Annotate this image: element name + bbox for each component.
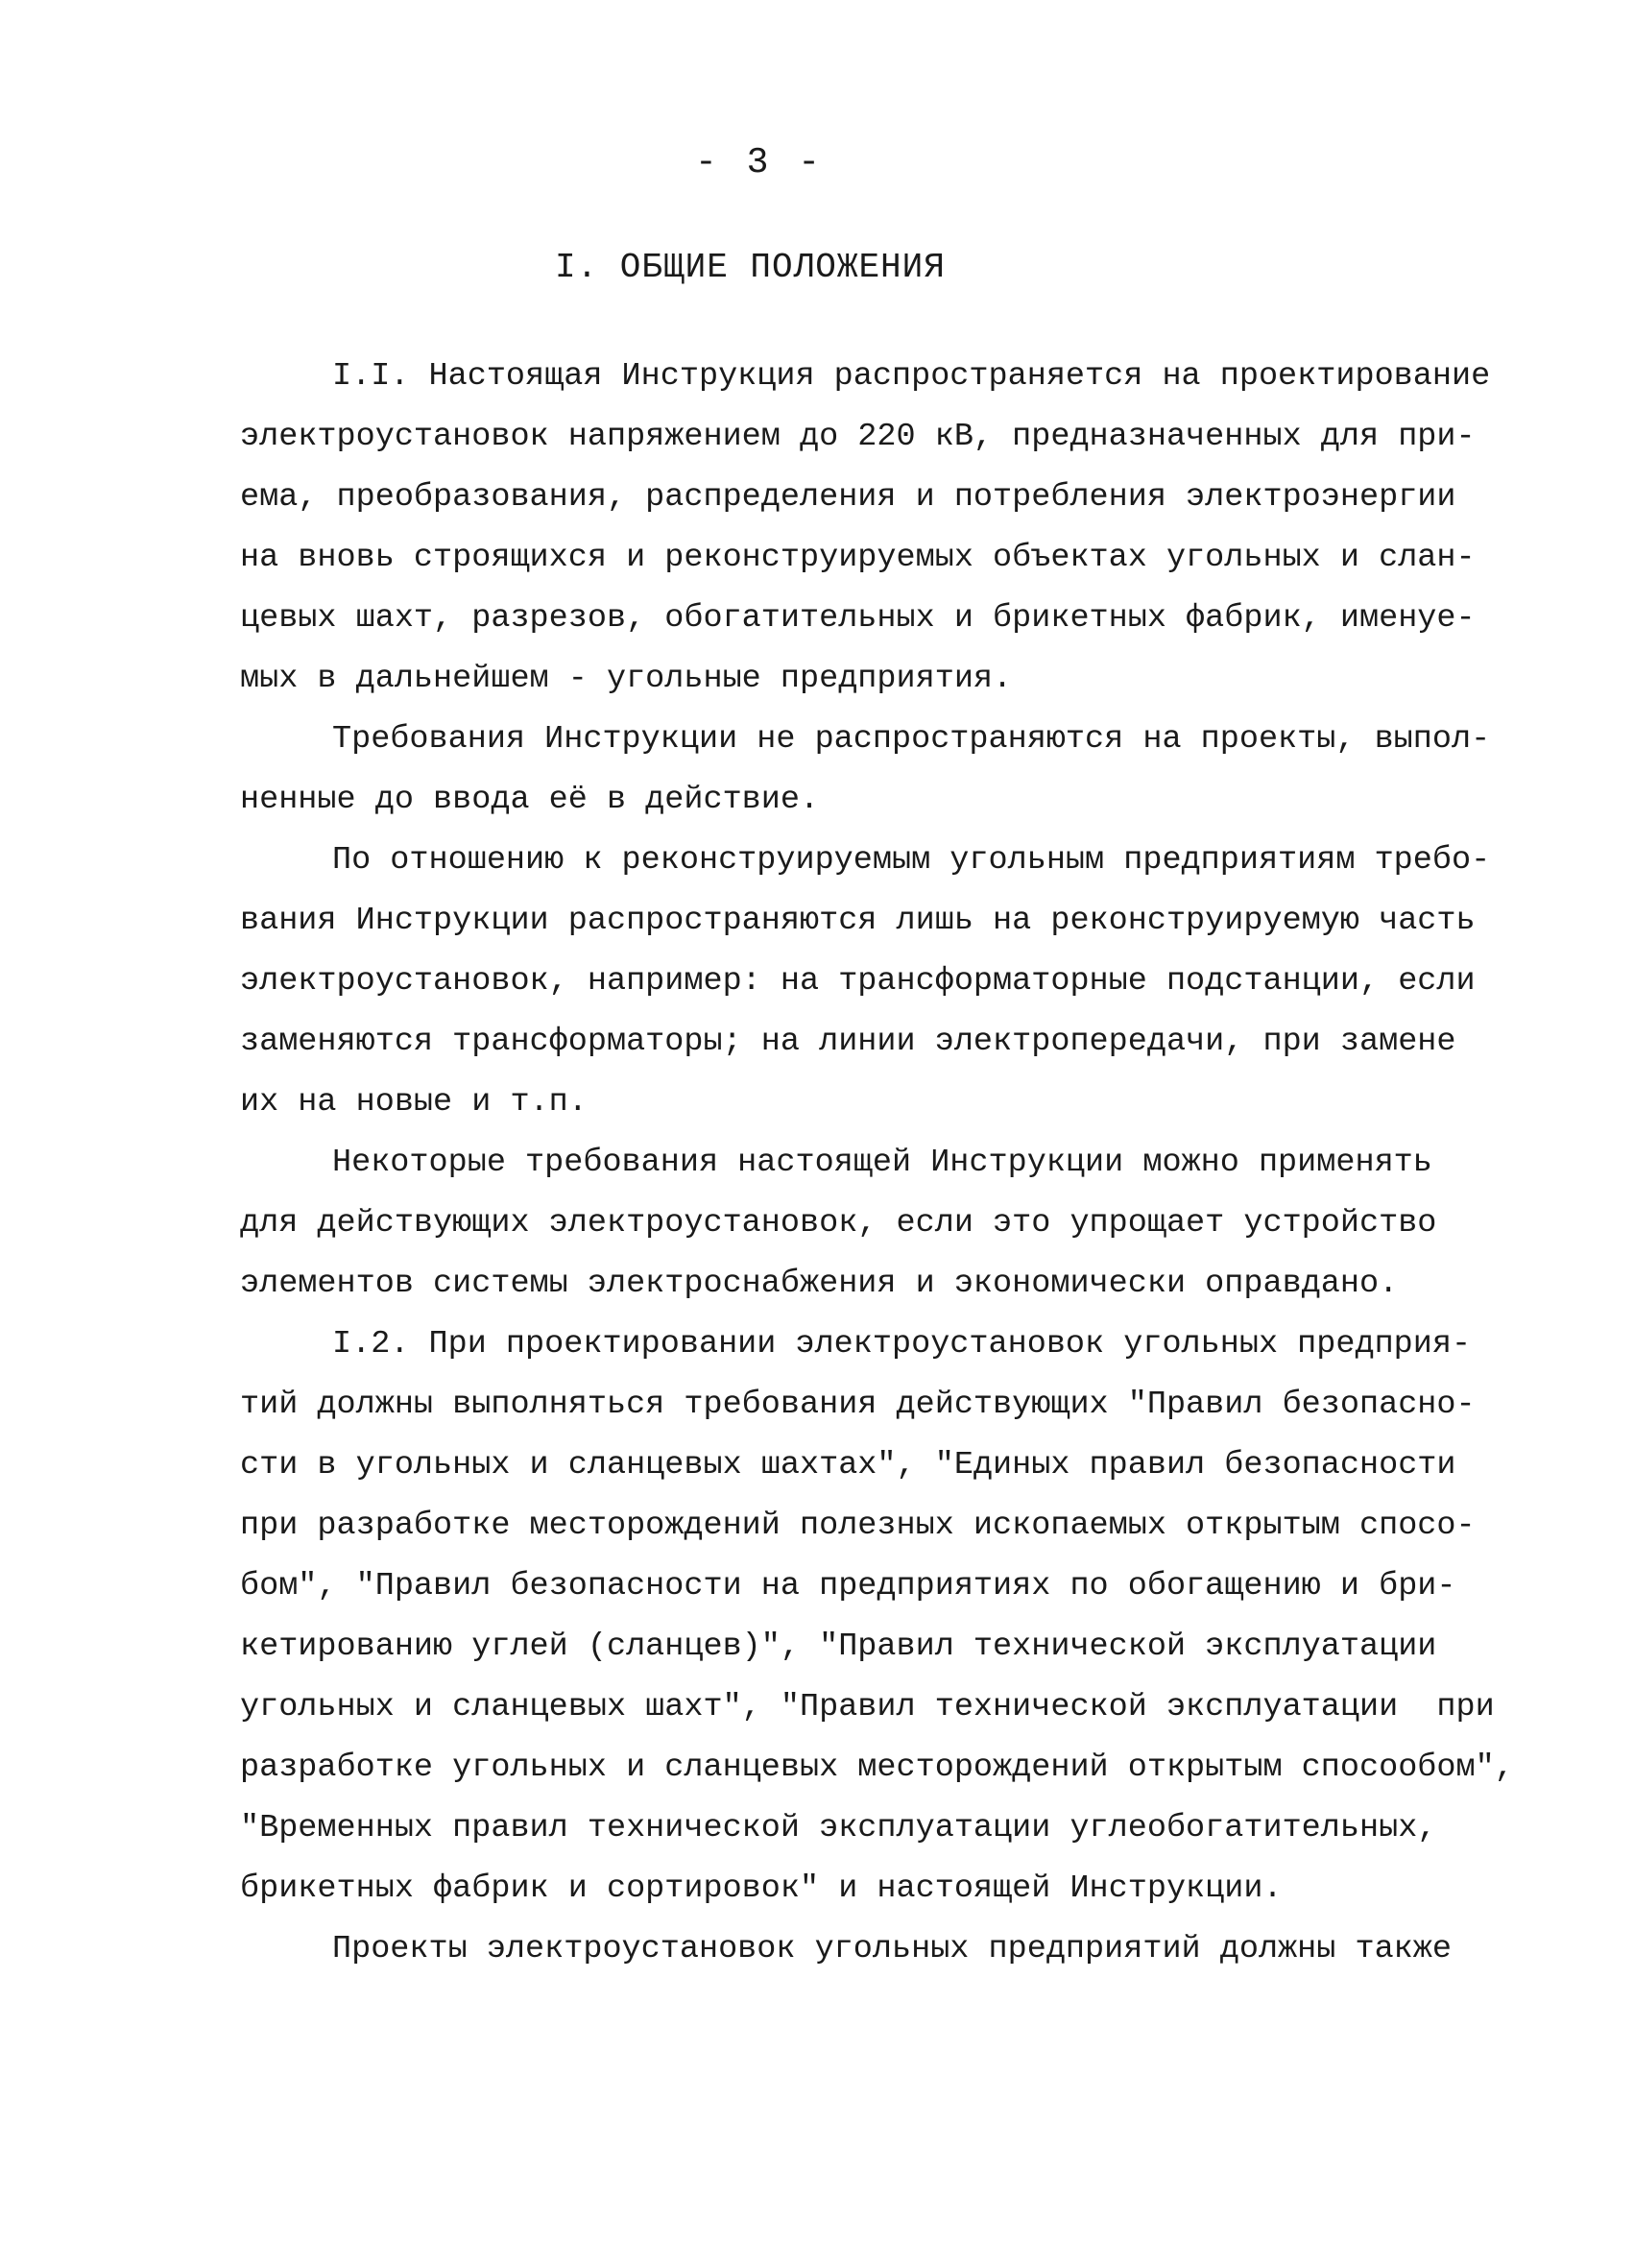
- text-line: По отношению к реконструируемым угольным предприятиям требо-: [332, 842, 1491, 879]
- text-line: сти в угольных и сланцевых шахтах", "Единых правил безопасности: [240, 1447, 1456, 1484]
- text-line: "Временных правил технической эксплуатации углеобогатительных,: [240, 1810, 1437, 1846]
- text-line: на вновь строящихся и реконструируемых объектах угольных и слан-: [240, 540, 1476, 576]
- text-line: мых в дальнейшем - угольные предприятия.: [240, 661, 1013, 697]
- text-line: элементов системы электроснабжения и экономически оправдано.: [240, 1266, 1399, 1302]
- page-number: - 3 -: [694, 142, 825, 183]
- text-line: кетированию углей (сланцев)", "Правил технической эксплуатации: [240, 1629, 1437, 1665]
- text-line: тий должны выполняться требования действующих "Правил безопасно-: [240, 1387, 1476, 1423]
- text-line: электроустановок напряжением до 220 кВ, предназначенных для при-: [240, 419, 1476, 455]
- text-line: вания Инструкции распространяются лишь на реконструируемую часть: [240, 903, 1476, 939]
- text-line: бом", "Правил безопасности на предприятиях по обогащению и бри-: [240, 1568, 1456, 1604]
- text-line: ема, преобразования, распределения и потребления электроэнергии: [240, 479, 1456, 516]
- text-line: I.I. Настоящая Инструкция распространяется на проектирование: [332, 358, 1491, 395]
- text-line: брикетных фабрик и сортировок" и настоящей Инструкции.: [240, 1870, 1283, 1907]
- text-line: Некоторые требования настоящей Инструкции можно применять: [332, 1145, 1432, 1181]
- text-line: Проекты электроустановок угольных предприятий должны также: [332, 1931, 1452, 1967]
- text-line: разработке угольных и сланцевых месторождений открытым спосообом",: [240, 1749, 1514, 1786]
- text-line: ненные до ввода её в действие.: [240, 782, 820, 818]
- text-line: электроустановок, например: на трансформаторные подстанции, если: [240, 963, 1476, 1000]
- text-line: заменяются трансформаторы; на линии электропередачи, при замене: [240, 1024, 1456, 1060]
- text-line: для действующих электроустановок, если это упрощает устройство: [240, 1205, 1437, 1242]
- text-line: их на новые и т.п.: [240, 1084, 588, 1121]
- section-title: I. ОБЩИЕ ПОЛОЖЕНИЯ: [555, 248, 946, 287]
- text-line: Требования Инструкции не распространяются на проекты, выпол-: [332, 721, 1491, 758]
- text-line: цевых шахт, разрезов, обогатительных и брикетных фабрик, именуе-: [240, 600, 1476, 637]
- text-line: I.2. При проектировании электроустановок угольных предприя-: [332, 1326, 1472, 1363]
- text-line: угольных и сланцевых шахт", "Правил технической эксплуатации при: [240, 1689, 1495, 1725]
- text-line: при разработке месторождений полезных ископаемых открытым спосо-: [240, 1508, 1476, 1544]
